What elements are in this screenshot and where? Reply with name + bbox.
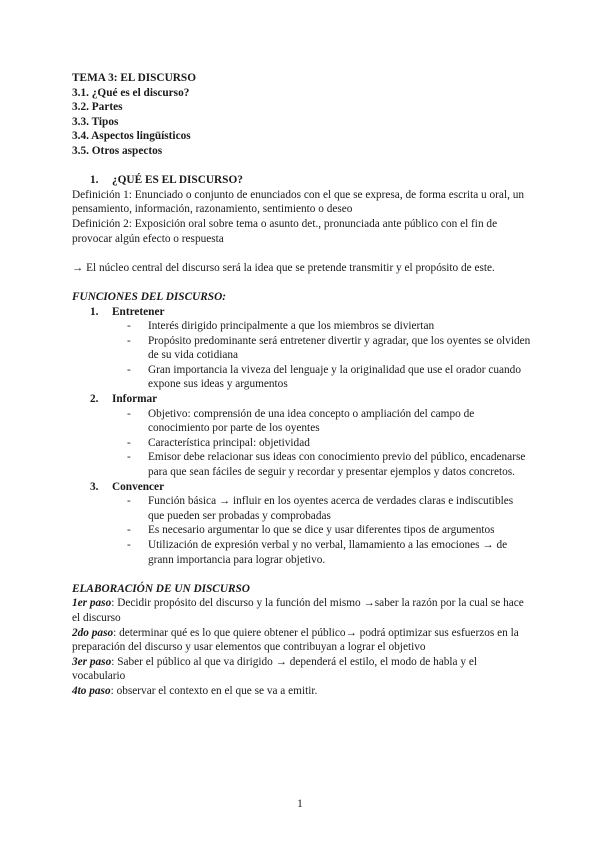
table-of-contents bbox=[72, 86, 532, 159]
bullet-item: - Gran importancia la viveza del lenguaje y la originalidad que use el orador cuando expone sus ideas y argumentos bbox=[127, 363, 521, 391]
toc-item: 3.1. ¿Qué es el discurso? bbox=[72, 86, 190, 99]
bullet-text: Propósito predominante será entretener divertir y agradar, que los oyentes se olviden de su vida cotidiana bbox=[148, 334, 531, 362]
bullet-item: - Función básica → influir en los oyentes acerca de verdades claras e indiscutibles que pueden ser probadas y comprobadas bbox=[127, 495, 514, 522]
toc-item: 3.4. Aspectos lingüísticos bbox=[72, 130, 191, 143]
function-title: Entretener bbox=[112, 305, 165, 318]
section-title: ¿QUÉ ES EL DISCURSO? bbox=[112, 174, 243, 187]
step-text: : observar el contexto en el que se va a emitir. bbox=[110, 684, 318, 697]
bullet-item: - Objetivo: comprensión de una idea concepto o ampliación del campo de conocimiento por parte de los oyentes bbox=[127, 407, 475, 435]
function-heading bbox=[90, 480, 532, 495]
elaboration-heading: ELABORACIÓN DE UN DISCURSO bbox=[72, 582, 250, 595]
toc-item: 3.3. Tipos bbox=[72, 115, 119, 128]
bullet-text: Gran importancia la viveza del lenguaje y la originalidad que use el orador cuando expone sus ideas y argumentos bbox=[148, 363, 521, 391]
function-heading bbox=[90, 305, 532, 320]
functions-heading: FUNCIONES DEL DISCURSO: bbox=[72, 290, 227, 303]
step-paragraph bbox=[72, 655, 532, 684]
section-number: 1. bbox=[90, 174, 99, 187]
bullet-text: Utilización de expresión verbal y no verbal, llamamiento a las emociones → de grann importancia para lograr objetivo. bbox=[148, 539, 508, 566]
bullet-item: - Emisor debe relacionar sus ideas con conocimiento previo del público, encadenarse para que sean fáciles de seguir y recordar y presentar ejemplos y datos concretos. bbox=[127, 451, 526, 479]
definition-1: Definición 1: Enunciado o conjunto de enunciados con el que se expresa, de forma escrita u oral, un pensamiento, información, razonamiento, sentimiento o deseo bbox=[72, 188, 525, 216]
function-heading bbox=[90, 392, 532, 407]
step-text: : determinar qué es lo que quiere obtener el público→ podrá optimizar sus esfuerzos en la preparación del discurso y usar elementos que contribuyan a lograr el objetivo bbox=[72, 626, 519, 654]
function-title: Convencer bbox=[112, 480, 165, 493]
page-number: 1 bbox=[297, 798, 303, 810]
page-content bbox=[72, 71, 532, 699]
toc-item: 3.5. Otros aspectos bbox=[72, 144, 163, 157]
step-text: : Decidir propósito del discurso y la función del mismo →saber la razón por la cual se hace el discurso bbox=[72, 597, 524, 624]
function-number: 1. bbox=[90, 305, 99, 318]
step-label: 1er paso bbox=[72, 597, 112, 610]
step-paragraph bbox=[72, 596, 532, 625]
function-title: Informar bbox=[112, 393, 158, 406]
bullet-text: Objetivo: comprensión de una idea concepto o ampliación del campo de conocimiento por parte de los oyentes bbox=[148, 407, 475, 435]
step-label: 4to paso bbox=[72, 684, 111, 697]
step-text: : Saber el público al que va dirigido → dependerá el estilo, el modo de habla y el vocabulario bbox=[72, 655, 478, 683]
document-title: TEMA 3: EL DISCURSO bbox=[72, 72, 196, 84]
toc-item: 3.2. Partes bbox=[72, 101, 123, 114]
bullet-item: - Utilización de expresión verbal y no verbal, llamamiento a las emociones → de grann importancia para lograr objetivo. bbox=[127, 539, 508, 566]
step-label: 3er paso bbox=[72, 655, 112, 668]
core-idea-note: → El núcleo central del discurso será la idea que se pretende transmitir y el propósito de este. bbox=[72, 261, 495, 274]
bullet-text: Función básica → influir en los oyentes acerca de verdades claras e indiscutibles que pueden ser probadas y comprobadas bbox=[148, 495, 514, 522]
bullet-text: Emisor debe relacionar sus ideas con conocimiento previo del público, encadenarse para que sean fáciles de seguir y recordar y presentar ejemplos y datos concretos. bbox=[148, 451, 526, 479]
section-heading bbox=[90, 173, 532, 188]
bullet-item: - Propósito predominante será entretener divertir y agradar, que los oyentes se olviden de su vida cotidiana bbox=[127, 334, 531, 362]
function-number: 3. bbox=[90, 480, 99, 493]
bullet-item: - Es necesario argumentar lo que se dice y usar diferentes tipos de argumentos bbox=[127, 524, 495, 537]
bullet-item: - Característica principal: objetividad bbox=[127, 436, 310, 449]
bullet-text: Característica principal: objetividad bbox=[148, 436, 310, 449]
bullet-item: - Interés dirigido principalmente a que los miembros se diviertan bbox=[127, 320, 435, 333]
step-paragraph bbox=[72, 626, 532, 655]
definition-2: Definición 2: Exposición oral sobre tema o asunto det., pronunciada ante público con el fin de provocar algún efecto o respuesta bbox=[72, 217, 498, 245]
function-number: 2. bbox=[90, 393, 99, 406]
step-label: 2do paso bbox=[72, 626, 114, 639]
bullet-text: Es necesario argumentar lo que se dice y usar diferentes tipos de argumentos bbox=[148, 524, 495, 537]
step-paragraph bbox=[72, 684, 532, 699]
bullet-text: Interés dirigido principalmente a que los miembros se diviertan bbox=[148, 320, 435, 333]
